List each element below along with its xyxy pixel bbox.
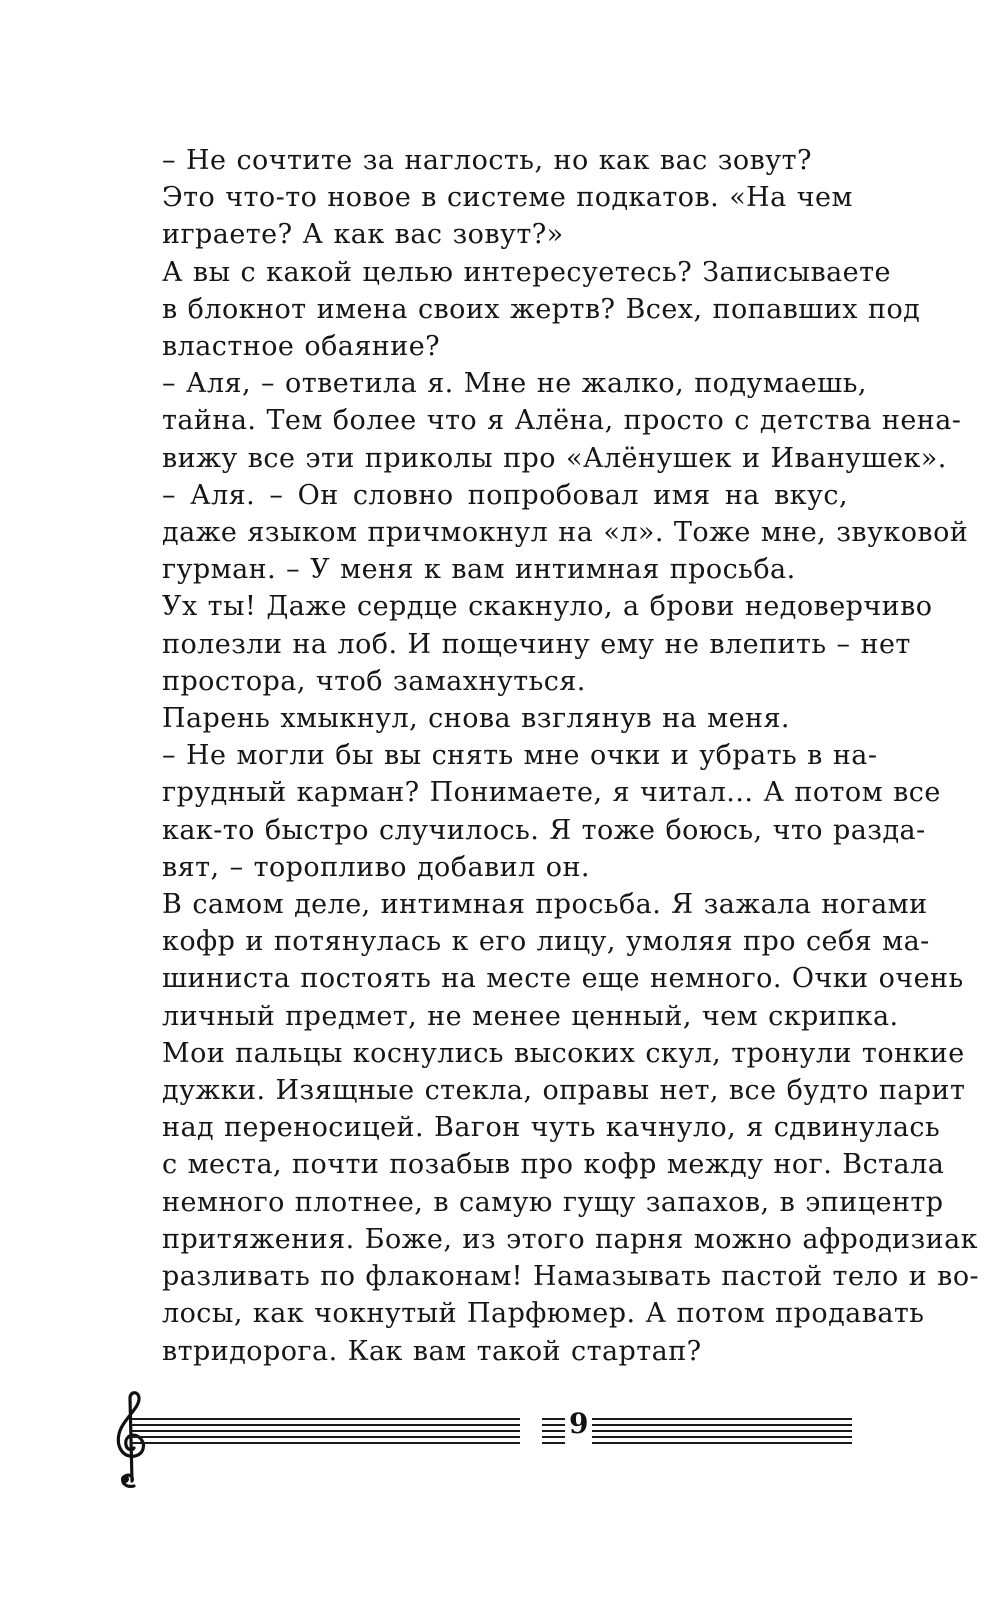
paragraph <box>116 737 941 886</box>
text-line: немного плотнее, в самую гущу запахов, в эпицентр <box>162 1186 944 1218</box>
text-line: властное обаяние? <box>162 331 441 363</box>
text-line: А вы с какой целью интересуетесь? Записываете <box>162 256 891 288</box>
text-line: Мои пальцы коснулись высоких скул, тронули тонкие <box>162 1037 965 1069</box>
text-line: полезли на лоб. И пощечину ему не влепить – нет <box>162 628 911 660</box>
text-line: как-то быстро случилось. Я тоже боюсь, что разда- <box>162 814 926 846</box>
paragraph <box>116 365 962 477</box>
text-line: гурман. – У меня к вам интимная просьба. <box>162 554 796 586</box>
text-line: втридорога. Как вам такой стартап? <box>162 1335 702 1367</box>
text-line: – Не сочтите за наглость, но как вас зовут? <box>162 145 812 176</box>
text-line: лосы, как чокнутый Парфюмер. А потом продавать <box>162 1298 925 1330</box>
paragraph <box>116 588 933 700</box>
text-line: с места, почти позабыв про кофр между ног. Встала <box>162 1149 945 1181</box>
text-line: личный предмет, не менее ценный, чем скрипка. <box>162 1000 899 1032</box>
text-line: грудный карман? Понимаете, я читал... А потом все <box>162 777 941 809</box>
paragraph <box>116 142 848 179</box>
paragraph <box>116 254 921 366</box>
text-line: над переносицей. Вагон чуть качнуло, я сдвинулась <box>162 1112 941 1144</box>
text-line: Это что-то новое в системе подкатов. «На чем <box>162 182 853 214</box>
paragraph <box>116 477 969 589</box>
text-line: дужки. Изящные стекла, оправы нет, все будто парит <box>162 1075 966 1107</box>
text-line: притяжения. Боже, из этого парня можно афродизиак <box>162 1223 978 1255</box>
text-line: Ух ты! Даже сердце скакнуло, а брови недоверчиво <box>162 591 933 623</box>
body-text <box>116 142 980 1370</box>
text-line: – Аля. – Он словно попробовал имя на вкус, <box>162 479 848 511</box>
text-line: тайна. Тем более что я Алёна, просто с детства нена- <box>162 405 962 437</box>
text-line: – Не могли бы вы снять мне очки и убрать в на- <box>162 740 878 772</box>
text-line: разливать по флаконам! Намазывать пастой тело и во- <box>162 1261 980 1293</box>
text-line: шиниста постоять на месте еще немного. Очки очень <box>162 963 964 995</box>
text-line: простора, чтоб замахнуться. <box>162 665 586 697</box>
page-number: 9 <box>565 1404 592 1444</box>
text-line: Парень хмыкнул, снова взглянув на меня. <box>162 703 790 735</box>
text-line: В самом деле, интимная просьба. Я зажала ногами <box>162 889 928 921</box>
text-line: даже языком причмокнул на «л». Тоже мне, звуковой <box>162 517 969 549</box>
text-line: вят, – торопливо добавил он. <box>162 851 590 883</box>
paragraph <box>116 700 848 737</box>
text-line: кофр и потянулась к его лицу, умоляя про себя ма- <box>162 926 930 958</box>
text-line: играете? А как вас зовут?» <box>162 219 564 251</box>
text-line: – Аля, – ответила я. Мне не жалко, подумаешь, <box>162 368 867 400</box>
text-line: вижу все эти приколы про «Алёнушек и Иванушек». <box>162 442 947 474</box>
paragraph <box>116 179 853 253</box>
paragraph <box>116 886 980 1370</box>
staff-lines-left <box>130 1418 520 1442</box>
text-line: в блокнот имена своих жертв? Всех, попавших под <box>162 293 921 325</box>
page-footer <box>110 1390 852 1500</box>
